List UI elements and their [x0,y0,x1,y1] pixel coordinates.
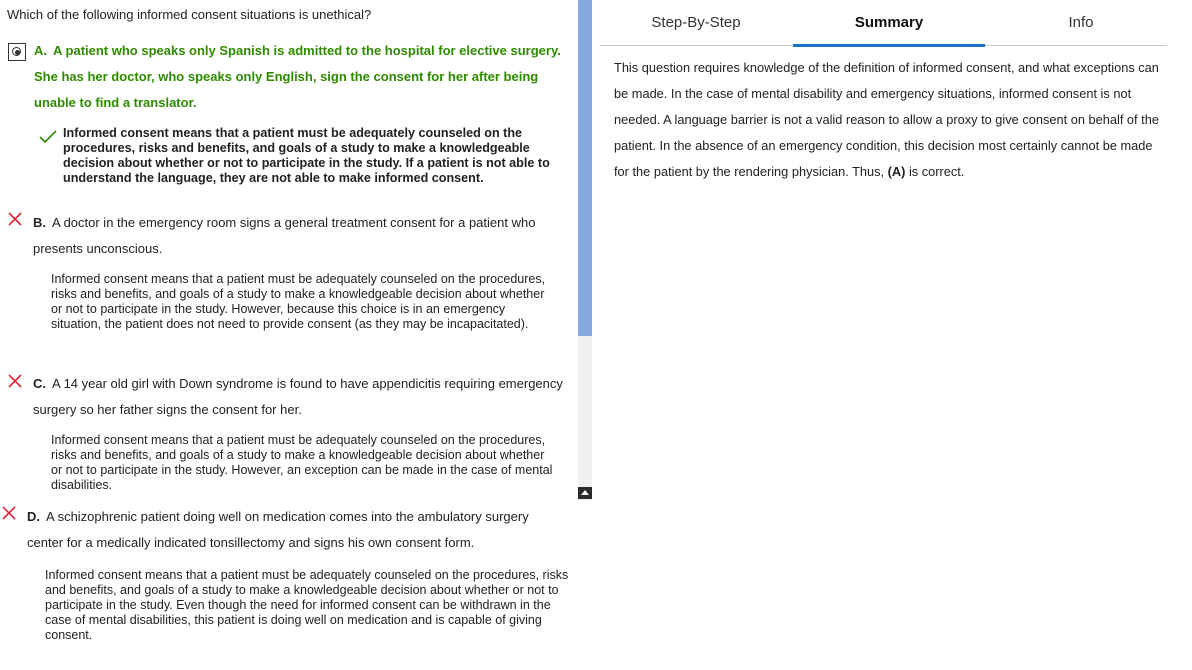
explanation-a-text: Informed consent means that a patient must be adequately counseled on the procedures, risks and benefits, and goals of a study to make a knowledgeable decision about whether or not to participate in the study. If a patient is not able to understand the language, they are not able to make informed consent. [63,126,550,185]
question-pane [0,0,578,670]
tab-summary[interactable]: Summary [793,0,985,46]
tab-info[interactable]: Info [1068,14,1094,31]
tab-step-by-step[interactable]: Step-By-Step [651,14,741,31]
answer-choice-d[interactable] [27,504,563,556]
explanation-a [63,126,563,186]
answer-choice-c[interactable] [33,371,573,423]
scrollbar[interactable] [578,0,592,500]
choice-a-text: A. A patient who speaks only Spanish is admitted to the hospital for elective surgery. She has her doctor, who speaks only English, sign the consent for her after being unable to find a translator. [34,43,561,110]
scroll-up-arrow-icon[interactable] [578,487,592,499]
choice-letter: D. [27,509,40,524]
choice-letter: C. [33,376,46,391]
x-mark-icon [2,506,16,520]
radio-selected-icon[interactable] [8,43,26,61]
choice-letter: B. [33,215,46,230]
tab-bar [600,0,1167,46]
summary-answer: (A) [887,164,906,179]
scrollbar-thumb[interactable] [578,0,592,336]
explanation-panel [600,0,1167,670]
explanation-c-text: Informed consent means that a patient must be adequately counseled on the procedures, risks and benefits, and goals of a study to make a knowledgeable decision about whether or not to participate in the study. However, an exception can be made in the case of mental disabilities. [51,433,553,492]
explanation-b-text: Informed consent means that a patient must be adequately counseled on the procedures, risks and benefits, and goals of a study to make a knowledgeable decision about whether or not to participate in the study. However, because this choice is in an emergency situation, the patient does not need to provide consent (as they may be incapacitated). [51,272,546,331]
answer-choice-a[interactable] [34,38,570,116]
choice-c-text: C. A 14 year old girl with Down syndrome is found to have appendicitis requiring emergency surgery so her father signs the consent for her. [33,376,563,417]
explanation-b [51,272,556,332]
x-mark-icon [8,212,22,226]
explanation-c [51,433,556,493]
answer-choice-b[interactable] [33,210,543,262]
choice-b-text: B. A doctor in the emergency room signs a general treatment consent for a patient who presents unconscious. [33,215,536,256]
x-mark-icon [8,374,22,388]
summary-text: This question requires knowledge of the definition of informed consent, and what exceptions can be made. In the case of mental disability and emergency situations, informed consent is not needed. A language barrier is not a valid reason to allow a proxy to give consent on behalf of the patient. In the absence of an emergency condition, this decision most certainly cannot be made for the patient by the rendering physician. Thus, (A) is correct. [614,60,1159,179]
explanation-d [45,568,571,643]
choice-letter: A. [34,43,47,58]
explanation-d-text: Informed consent means that a patient must be adequately counseled on the procedures, risks and benefits, and goals of a study to make a knowledgeable decision about whether or not to participate in the study. Even though the need for informed consent can be withdrawn in the case of mental disabilities, this patient is doing well on medication and is capable of giving consent. [45,568,569,642]
question-stem: Which of the following informed consent situations is unethical? [7,7,372,22]
checkmark-icon [39,130,57,144]
choice-d-text: D. A schizophrenic patient doing well on medication comes into the ambulatory surgery center for a medically indicated tonsillectomy and signs his own consent form. [27,509,529,550]
